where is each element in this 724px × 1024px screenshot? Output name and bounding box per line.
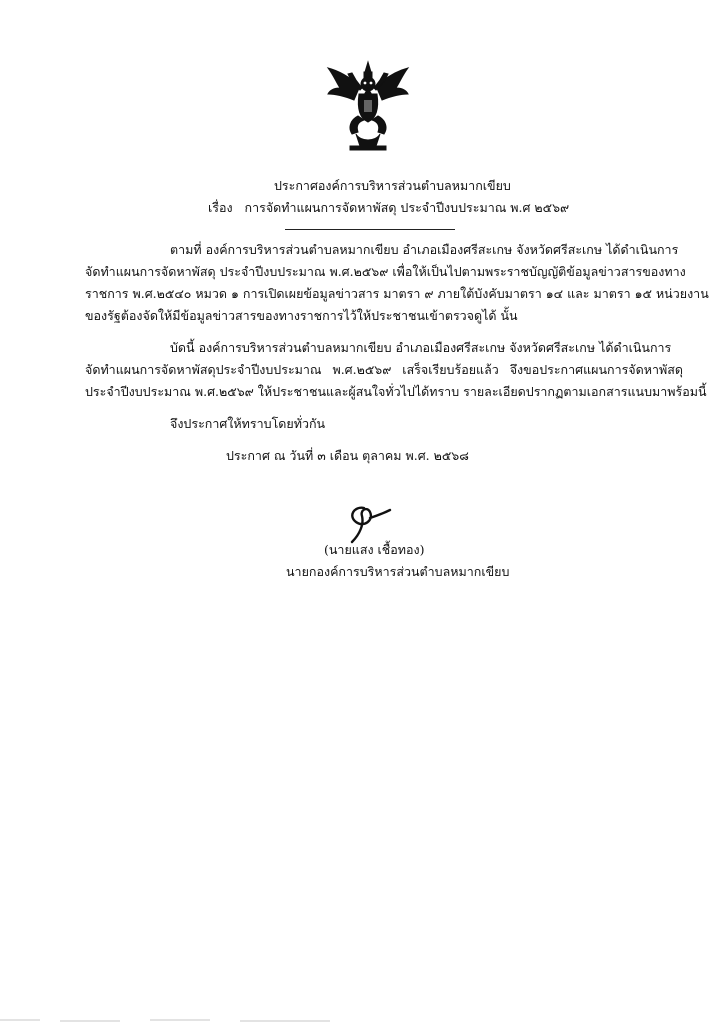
paragraph2-line1: บัดนี้ องค์การบริหารส่วนตำบลหมากเขียบ อำเภอเมืองศรีสะเกษ จังหวัดศรีสะเกษ ได้ดำเนินการ (170, 340, 672, 355)
paragraph2-line3: ประจำปีงบประมาณ พ.ศ.๒๕๖๙ ให้ประชาชนและผู้สนใจทั่วไปได้ทราบ รายละเอียดปรากฏตามเอกสารแนบมาพร้อมนี้ (85, 384, 707, 399)
subject-line (208, 200, 569, 216)
paragraph1-line3: ราชการ พ.ศ.๒๕๔๐ หมวด ๑ การเปิดเผยข้อมูลข่าวสาร มาตรา ๙ ภายใต้บังคับมาตรา ๑๔ และ มาตรา ๑๕ หน่วยงาน (85, 286, 709, 301)
signer-position: นายกองค์การบริหารส่วนตำบลหมากเขียบ (286, 564, 510, 579)
announcement-date: ประกาศ ณ วันที่ ๓ เดือน ตุลาคม พ.ศ. ๒๕๖๘ (226, 448, 469, 463)
paragraph1-line2: จัดทำแผนการจัดหาพัสดุ ประจำปีงบประมาณ พ.ศ.๒๕๖๙ เพื่อให้เป็นไปตามพระราชบัญญัติข้อมูลข่าวสารของทาง (85, 264, 686, 279)
announcement-title: ประกาศองค์การบริหารส่วนตำบลหมากเขียบ (274, 178, 511, 193)
closing-statement: จึงประกาศให้ทราบโดยทั่วกัน (170, 416, 326, 431)
subject-label: เรื่อง (208, 200, 233, 215)
header-divider (285, 229, 455, 230)
subject-text: การจัดทำแผนการจัดหาพัสดุ ประจำปีงบประมาณ พ.ศ ๒๕๖๙ (244, 200, 570, 215)
paragraph2-line2: จัดทำแผนการจัดหาพัสดุประจำปีงบประมาณ พ.ศ.๒๕๖๙ เสร็จเรียบร้อยแล้ว จึงขอประกาศแผนการจัดหาพัสดุ (85, 362, 683, 377)
paragraph1-line4: ของรัฐต้องจัดให้มีข้อมูลข่าวสารของทางราชการไว้ให้ประชาชนเข้าตรวจดูได้ นั้น (85, 308, 518, 323)
paragraph1-line1: ตามที่ องค์การบริหารส่วนตำบลหมากเขียบ อำเภอเมืองศรีสะเกษ จังหวัดศรีสะเกษ ได้ดำเนินการ (170, 242, 679, 257)
garuda-emblem-icon (326, 60, 410, 152)
signer-name: (นายแสง เชื้อทอง) (324, 542, 425, 557)
scan-edge-artifact (0, 1010, 724, 1024)
